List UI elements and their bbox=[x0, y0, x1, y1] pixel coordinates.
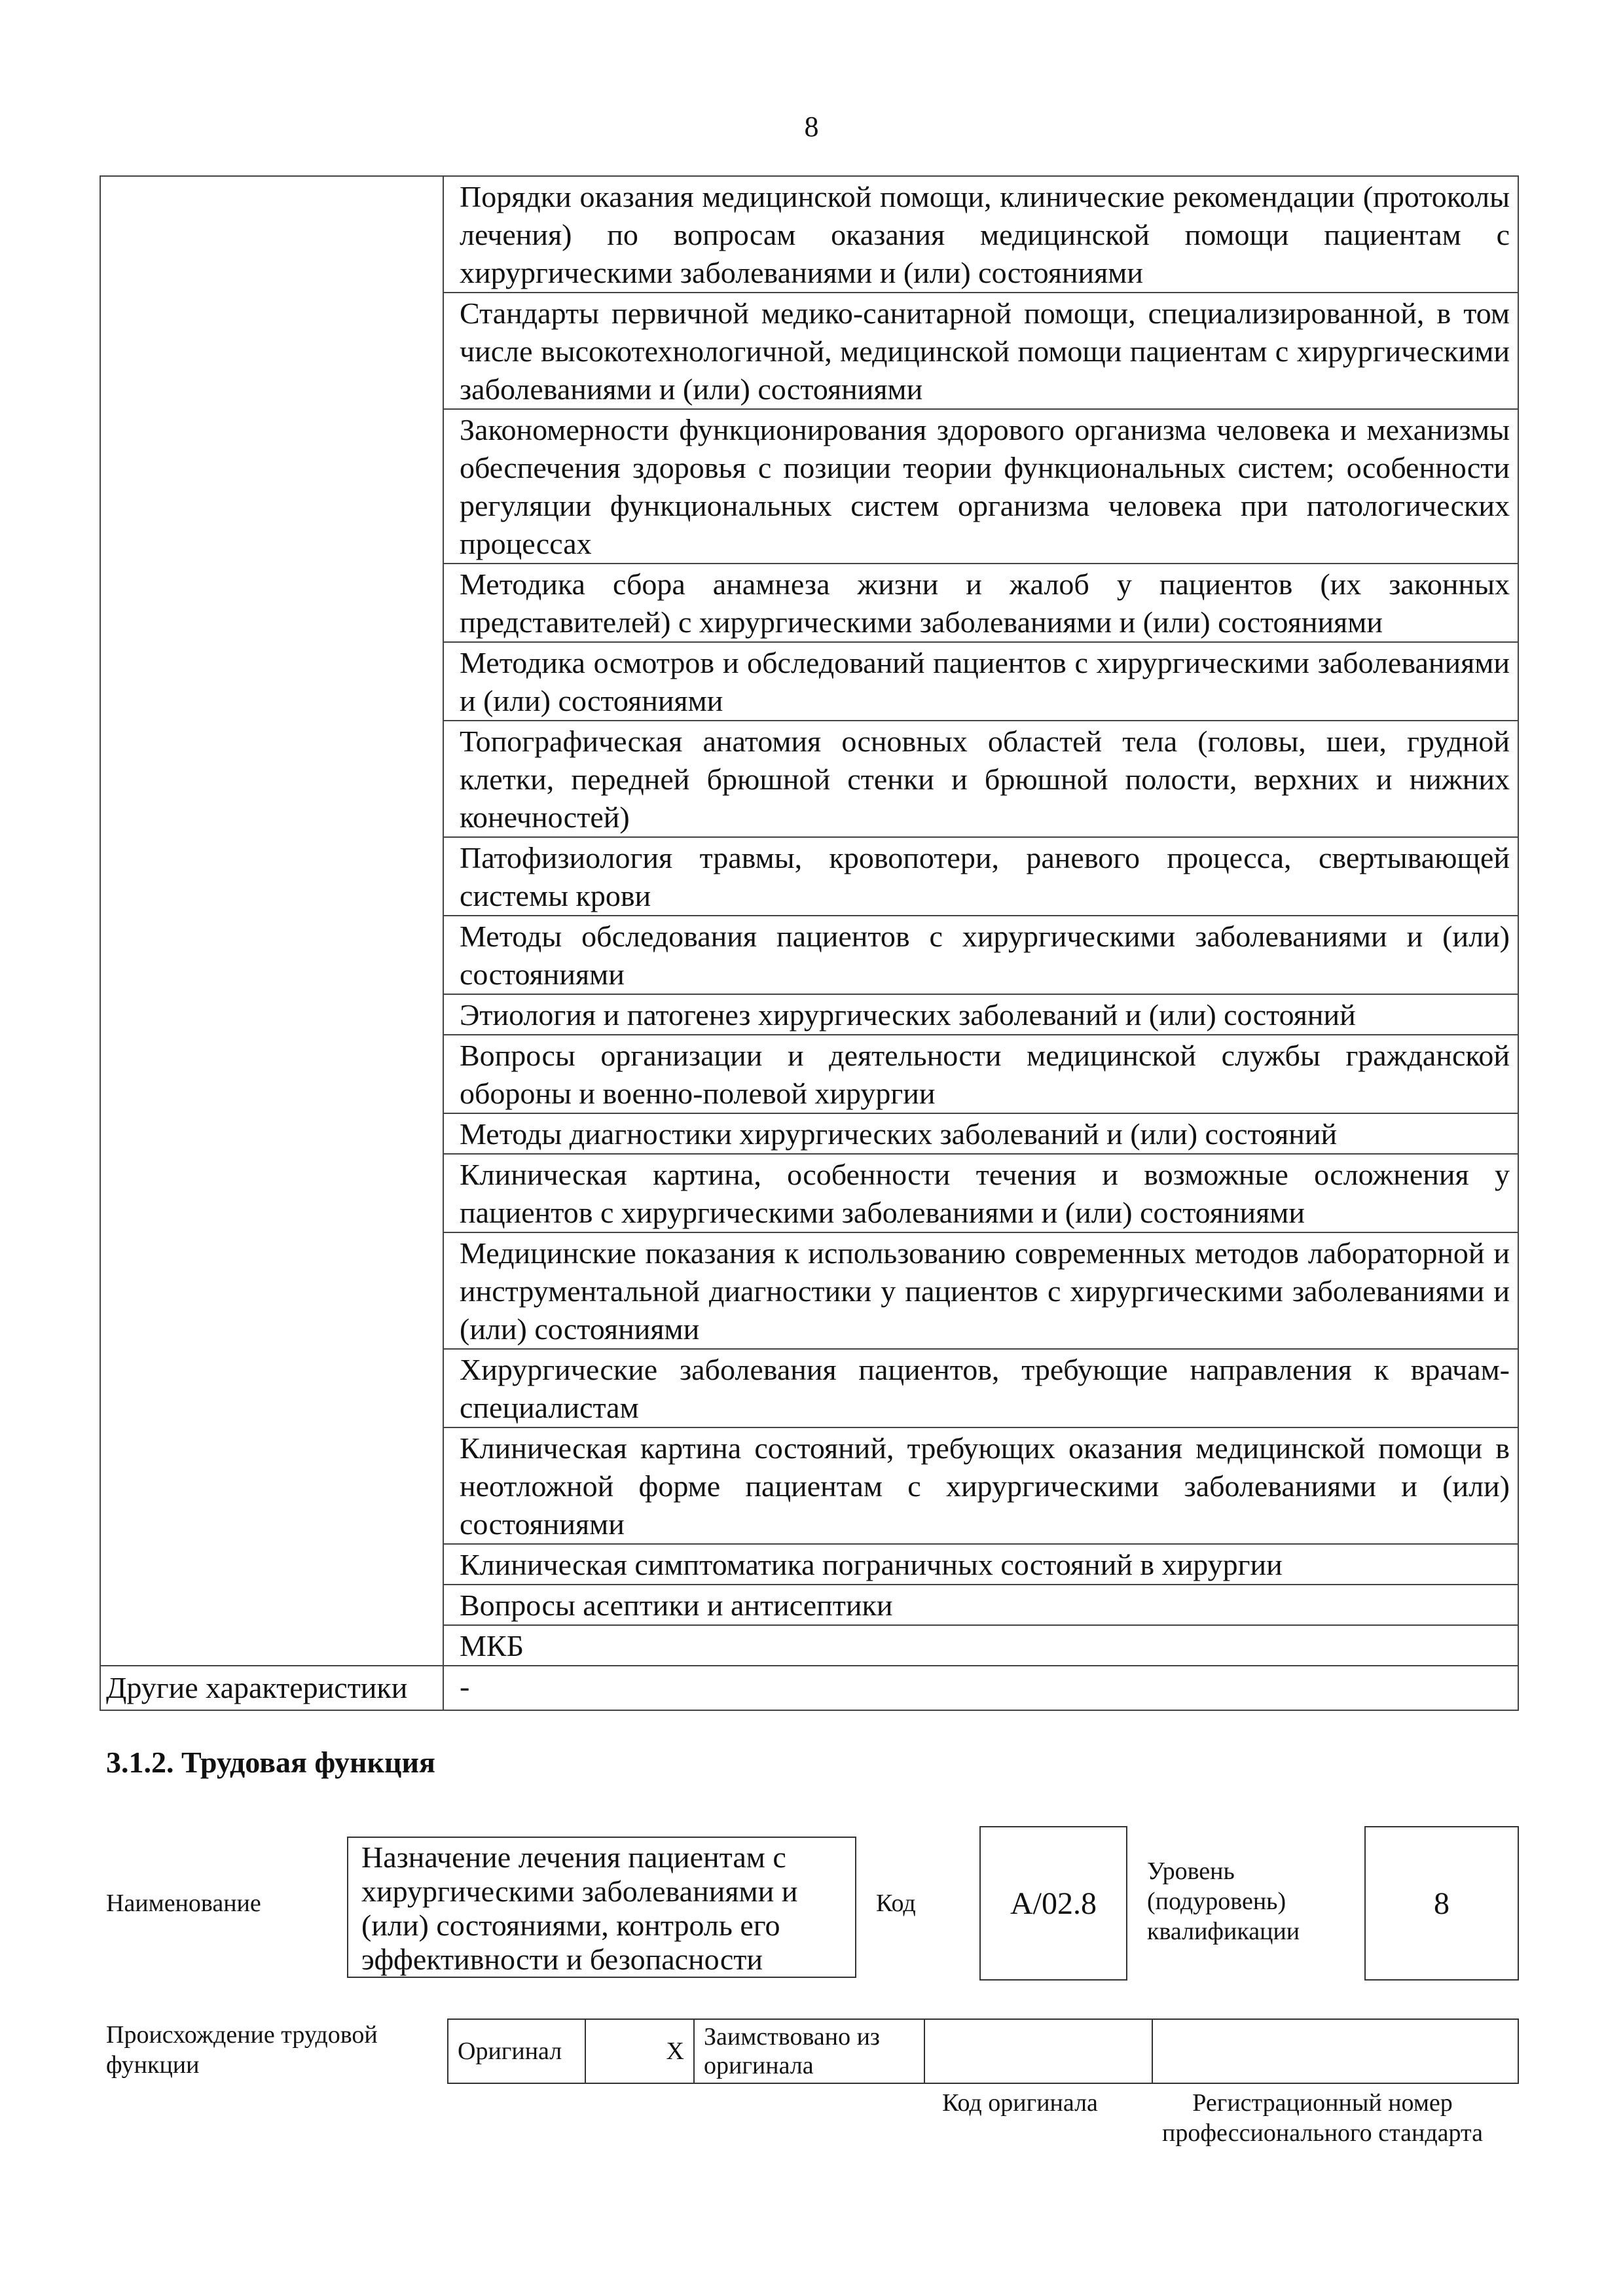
original-mark: X bbox=[585, 2019, 694, 2083]
registration-number-caption: Регистрационный номер профессионального стандарта bbox=[1162, 2089, 1483, 2147]
knowledge-item: Этиология и патогенез хирургических заболеваний и (или) состояний bbox=[443, 994, 1518, 1035]
knowledge-item: Патофизиология травмы, кровопотери, раневого процесса, свертывающей системы крови bbox=[443, 837, 1518, 916]
knowledge-item: Медицинские показания к использованию современных методов лабораторной и инструментальной диагностики у пациентов с хирургическими заболеваниями и (или) состояниями bbox=[443, 1232, 1518, 1349]
knowledge-item: Стандарты первичной медико-санитарной помощи, специализированной, в том числе высокотехнологичной, медицинской помощи пациентам с хирургическими заболеваниями и (или) состояниями bbox=[443, 293, 1518, 409]
knowledge-item: Закономерности функционирования здорового организма человека и механизмы обеспечения здоровья с позиции теории функциональных систем; особенности регуляции функциональных систем организма человека при патологических процессах bbox=[443, 409, 1518, 564]
knowledge-item: Методы обследования пациентов с хирургическими заболеваниями и (или) состояниями bbox=[443, 916, 1518, 994]
knowledge-item: Методы диагностики хирургических заболеваний и (или) состояний bbox=[443, 1113, 1518, 1154]
knowledge-item: Вопросы асептики и антисептики bbox=[443, 1585, 1518, 1625]
other-characteristics-value: - bbox=[443, 1666, 1518, 1710]
function-code-box: А/02.8 bbox=[979, 1826, 1127, 1981]
knowledge-item: Клиническая симптоматика пограничных состояний в хирургии bbox=[443, 1544, 1518, 1585]
knowledge-item: МКБ bbox=[443, 1625, 1518, 1666]
knowledge-item: Вопросы организации и деятельности медицинской службы гражданской обороны и военно-полевой хирургии bbox=[443, 1035, 1518, 1113]
other-characteristics-label: Другие характеристики bbox=[100, 1666, 443, 1710]
level-box: 8 bbox=[1364, 1826, 1519, 1981]
origin-table bbox=[447, 2018, 1519, 2084]
knowledge-item: Топографическая анатомия основных областей тела (головы, шеи, грудной клетки, передней брюшной стенки и брюшной полости, верхних и нижних конечностей) bbox=[443, 721, 1518, 837]
knowledge-table bbox=[100, 175, 1519, 1711]
original-code-cell bbox=[924, 2019, 1152, 2083]
section-title: 3.1.2. Трудовая функция bbox=[106, 1746, 435, 1779]
code-label: Код bbox=[876, 1890, 916, 1917]
knowledge-item: Порядки оказания медицинской помощи, клинические рекомендации (протоколы лечения) по вопросам оказания медицинской помощи пациентам с хирургическими заболеваниями и (или) состояниями bbox=[443, 176, 1518, 293]
knowledge-item: Клиническая картина, особенности течения и возможные осложнения у пациентов с хирургическими заболеваниями и (или) состояниями bbox=[443, 1154, 1518, 1232]
knowledge-item: Хирургические заболевания пациентов, требующие направления к врачам-специалистам bbox=[443, 1349, 1518, 1427]
origin-label: Происхождение трудовой функции bbox=[106, 2021, 378, 2079]
name-label: Наименование bbox=[106, 1890, 261, 1917]
knowledge-item: Методика сбора анамнеза жизни и жалоб у пациентов (их законных представителей) с хирургическими заболеваниями и (или) состояниями bbox=[443, 564, 1518, 642]
original-code-caption: Код оригинала bbox=[942, 2089, 1098, 2117]
function-name-box: Назначение лечения пациентам с хирургическими заболеваниями и (или) состояниями, контроль его эффективности и безопасности bbox=[347, 1837, 856, 1978]
borrowed-label: Заимствовано из оригинала bbox=[694, 2019, 924, 2083]
original-label: Оригинал bbox=[448, 2019, 585, 2083]
page-number: 8 bbox=[804, 111, 819, 143]
knowledge-label-cell bbox=[100, 176, 443, 1666]
knowledge-item: Методика осмотров и обследований пациентов с хирургическими заболеваниями и (или) состояниями bbox=[443, 642, 1518, 721]
knowledge-item: Клиническая картина состояний, требующих оказания медицинской помощи в неотложной форме пациентам с хирургическими заболеваниями и (или) состояниями bbox=[443, 1427, 1518, 1544]
registration-number-cell bbox=[1152, 2019, 1518, 2083]
level-label: Уровень (подуровень) квалификации bbox=[1147, 1857, 1300, 1945]
